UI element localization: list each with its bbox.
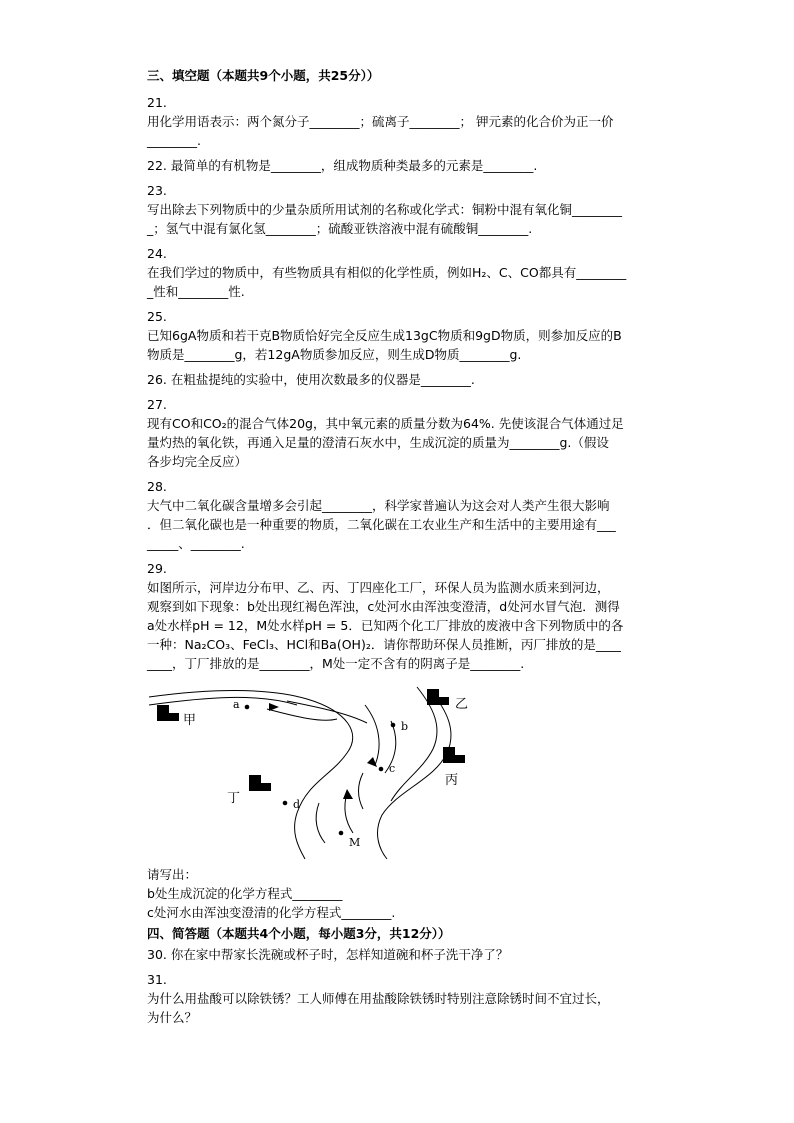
question-30 [147,945,675,964]
question-29-after-figure-1: 请写出： [147,867,198,882]
point-m-dot [339,831,344,836]
point-a-label: a [233,698,240,711]
point-a-dot [245,705,250,710]
question-27-number: 27. [147,397,167,412]
factory-bing-label: 丙 [445,773,459,788]
flow-line-7 [359,773,364,809]
question-27-line-1: 现有CO和CO₂的混合气体20g，其中氧元素的质量分数为64%. 先使该混合气体通过足 [147,416,624,431]
question-21-line-2: ________. [147,133,201,148]
flow-arrow-1 [269,703,279,711]
question-22 [147,156,675,175]
question-27-line-2: 量灼热的氧化铁，再通入足量的澄清石灰水中，生成沉淀的质量为________g.（假设 [147,435,609,450]
factory-ding-label: 丁 [227,791,241,806]
point-d-label: d [293,798,301,811]
question-31-number: 31. [147,972,167,987]
question-29-after-figure-2: b处生成沉淀的化学方程式________ [147,886,343,901]
factory-jia-icon [157,705,179,721]
flow-arrow-2 [367,757,377,767]
flow-line-3 [365,705,379,765]
question-24 [147,244,675,301]
flow-arrow-3 [343,789,353,799]
factory-yi-icon [427,689,449,705]
question-28-line-1: 大气中二氧化碳含量增多会引起________，科学家普遍认为这会对人类产生很大影响 [147,498,610,513]
question-29-number: 29. [147,561,167,576]
question-29-after-figure-3: c处河水由浑浊变澄清的化学方程式________. [147,905,396,920]
question-25-line-1: 已知6gA物质和若干克B物质恰好完全反应生成13gC物质和9gD物质，则参加反应的B [147,328,622,343]
question-28-line-2: ．但二氧化碳也是一种重要的物质，二氧化碳在工农业生产和生活中的主要用途有___ [147,517,616,532]
point-c-dot [379,767,384,772]
flow-line-2 [287,701,367,723]
question-29 [147,559,675,922]
question-21-number: 21. [147,95,167,110]
question-25 [147,307,675,364]
section-3-title: 三、填空题（本题共9个小题，共25分）） [147,68,380,83]
question-23 [147,181,675,238]
question-27-line-3: 各步均完全反应） [147,454,248,469]
question-28-number: 28. [147,479,167,494]
question-25-line-2: 物质是________g，若12gA物质参加反应，则生成D物质________g. [147,347,522,362]
question-23-line-1: 写出除去下列物质中的少量杂质所用试剂的名称或化学式：铜粉中混有氧化铜________ [147,202,623,217]
question-26-line-1: 26. 在粗盐提纯的实验中，使用次数最多的仪器是________. [147,372,475,387]
question-27 [147,395,675,471]
question-21-line-1: 用化学用语表示：两个氮分子________；硫离子________； 钾元素的化合价为正一价 [147,114,614,129]
flow-line-6 [316,803,325,843]
question-23-number: 23. [147,183,167,198]
question-23-line-2: _；氢气中混有氯化氢________；硫酸亚铁溶液中混有硫酸铜________. [147,221,533,236]
question-31 [147,970,675,1027]
question-22-line-1: 22. 最简单的有机物是________，组成物质种类最多的元素是________. [147,158,538,173]
question-29-line-3: a处水样pH = 12，M处水样pH = 5．已知两个化工厂排放的废液中含下列物质中的各 [147,618,624,633]
question-25-number: 25. [147,309,167,324]
river-bank-top [149,697,297,705]
question-31-line-2: 为什么？ [147,1010,198,1025]
question-26 [147,370,675,389]
exam-page [147,66,675,1029]
point-c-label: c [389,762,396,775]
question-30-line-1: 30. 你在家中帮家长洗碗或杯子时，怎样知道碗和杯子洗干净了？ [147,947,509,962]
point-m-label: M [349,836,361,849]
factory-jia-label: 甲 [183,713,197,728]
point-b-dot [391,723,396,728]
river-diagram [147,683,487,861]
question-28 [147,477,675,553]
river-factory-figure [147,683,487,861]
question-29-line-1: 如图所示，河岸边分布甲、乙、丙、丁四座化工厂，环保人员为监测水质来到河边， [147,580,610,595]
question-31-line-1: 为什么用盐酸可以除铁锈？工人师傅在用盐酸除铁锈时特别注意除锈时间不宜过长， [147,991,610,1006]
question-29-line-5: ____，丁厂排放的是________，M处一定不含有的阴离子是________. [147,656,525,671]
question-29-line-2: 观察到如下现象：b处出现红褐色浑浊，c处河水由浑浊变澄清，d处河水冒气泡．测得 [147,599,620,614]
question-29-line-4: 一种：Na₂CO₃、FeCl₃、HCl和Ba(OH)₂．请你帮助环保人员推断，丙厂排放的是____ [147,637,621,652]
flow-line-1 [267,709,337,720]
factory-yi-label: 乙 [455,697,469,712]
question-24-line-1: 在我们学过的物质中，有些物质具有相似的化学性质，例如H₂、C、CO都具有________ [147,265,627,280]
factory-ding-icon [249,775,271,791]
question-24-line-2: _性和________性. [147,284,245,299]
question-21 [147,93,675,150]
river-bank-left [149,691,353,860]
point-d-dot [283,801,288,806]
point-b-label: b [401,720,409,733]
question-28-line-3: _____、________. [147,536,245,551]
factory-bing-icon [443,747,465,763]
section-4-title: 四、简答题（本题共4个小题，每小题3分，共12分）） [147,926,451,941]
question-24-number: 24. [147,246,167,261]
